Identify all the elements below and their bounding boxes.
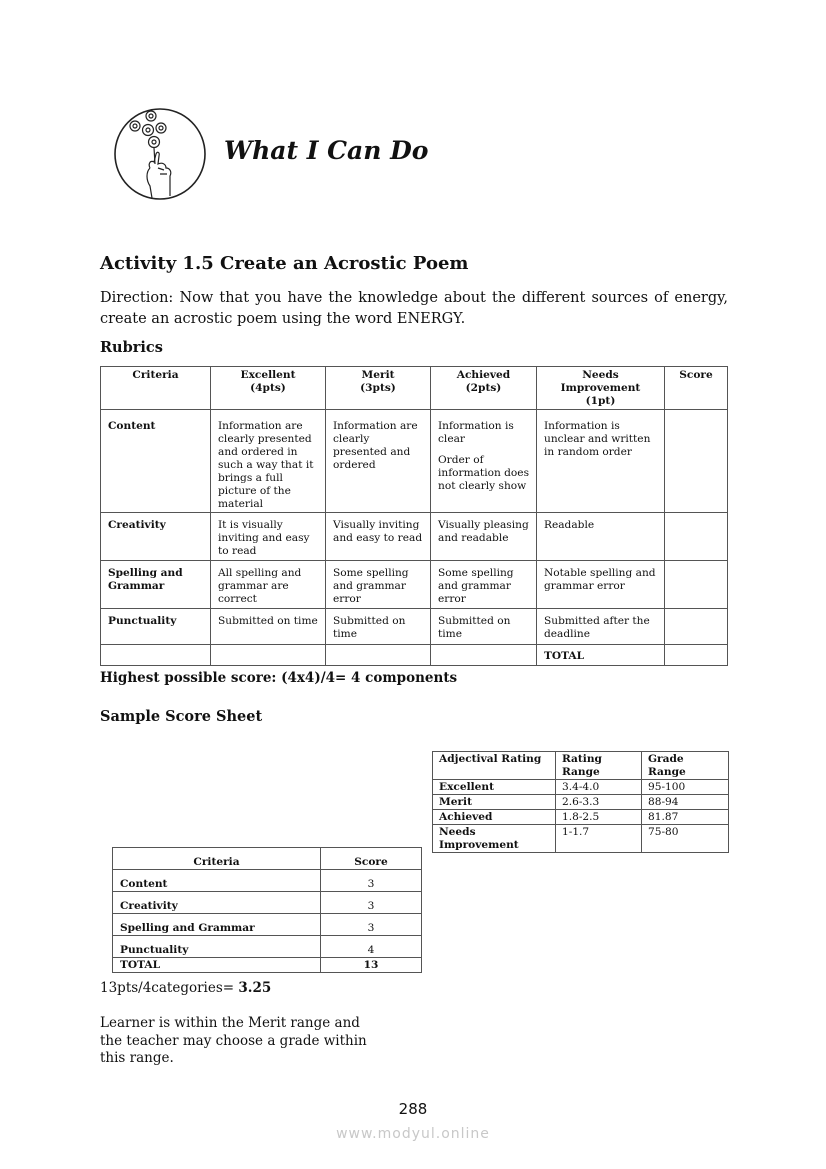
table-row xyxy=(113,870,422,892)
rubric-needs: Information is unclear and written in random order xyxy=(537,410,665,513)
rating-label: Merit xyxy=(433,795,556,810)
rating-table xyxy=(432,751,729,853)
sample-heading: Sample Score Sheet xyxy=(100,708,263,725)
rubrics-col-excellent: Excellent (4pts) xyxy=(211,367,326,410)
rubric-criteria: Punctuality xyxy=(101,609,211,645)
rubric-excellent: All spelling and grammar are correct xyxy=(211,561,326,609)
rating-range: 1.8-2.5 xyxy=(556,810,642,825)
rating-header-row xyxy=(433,752,729,780)
watermark: www.modyul.online xyxy=(336,1126,490,1142)
rating-col-range: Rating Range xyxy=(556,752,642,780)
rating-range: 2.6-3.3 xyxy=(556,795,642,810)
score-total-label: TOTAL xyxy=(113,958,321,973)
rubrics-col-criteria: Criteria xyxy=(101,367,211,410)
score-total-row xyxy=(113,958,422,973)
score-computation xyxy=(100,980,271,996)
score-header-row xyxy=(113,848,422,870)
rubrics-col-needs: Needs Improvement (1pt) xyxy=(537,367,665,410)
rating-col-adjectival: Adjectival Rating xyxy=(433,752,556,780)
score-col-criteria: Criteria xyxy=(113,848,321,870)
empty-cell xyxy=(101,645,211,666)
hand-gears-icon xyxy=(112,106,208,206)
rubrics-header-row xyxy=(101,367,728,410)
rubric-excellent: Submitted on time xyxy=(211,609,326,645)
rubric-excellent: It is visually inviting and easy to read xyxy=(211,513,326,561)
rubric-achieved: Visually pleasing and readable xyxy=(431,513,537,561)
table-row xyxy=(113,936,422,958)
activity-title: Activity 1.5 Create an Acrostic Poem xyxy=(100,253,469,274)
rubric-score xyxy=(665,410,728,513)
score-criteria: Spelling and Grammar xyxy=(113,914,321,936)
rubric-score xyxy=(665,561,728,609)
rubrics-total-label: TOTAL xyxy=(537,645,665,666)
rating-col-grade: Grade Range xyxy=(642,752,729,780)
computation-result: 3.25 xyxy=(238,980,272,996)
grade-range: 95-100 xyxy=(642,780,729,795)
rubrics-total-row xyxy=(101,645,728,666)
score-value: 3 xyxy=(321,892,422,914)
rubric-merit: Some spelling and grammar error xyxy=(326,561,431,609)
score-table xyxy=(112,847,422,973)
empty-cell xyxy=(431,645,537,666)
table-row xyxy=(113,914,422,936)
empty-cell xyxy=(211,645,326,666)
rubric-needs: Notable spelling and grammar error xyxy=(537,561,665,609)
rubrics-col-score: Score xyxy=(665,367,728,410)
score-value: 4 xyxy=(321,936,422,958)
rubric-needs: Readable xyxy=(537,513,665,561)
empty-cell xyxy=(326,645,431,666)
rubrics-heading: Rubrics xyxy=(100,339,163,356)
rubric-achieved: Submitted on time xyxy=(431,609,537,645)
activity-direction: Direction: Now that you have the knowledge about the different sources of energy, create an acrostic poem using the word ENERGY. xyxy=(100,290,728,327)
rubric-achieved: Some spelling and grammar error xyxy=(431,561,537,609)
score-criteria: Punctuality xyxy=(113,936,321,958)
score-criteria: Content xyxy=(113,870,321,892)
rubric-score xyxy=(665,609,728,645)
score-col-score: Score xyxy=(321,848,422,870)
table-row xyxy=(101,410,728,513)
rating-label: Needs Improvement xyxy=(433,825,556,853)
score-total-value: 13 xyxy=(321,958,422,973)
page-number: 288 xyxy=(398,1100,428,1118)
table-row xyxy=(433,810,729,825)
rating-range: 3.4-4.0 xyxy=(556,780,642,795)
rubric-score xyxy=(665,513,728,561)
score-value: 3 xyxy=(321,914,422,936)
grade-range: 75-80 xyxy=(642,825,729,853)
rubric-criteria: Spelling and Grammar xyxy=(101,561,211,609)
table-row xyxy=(101,561,728,609)
rubrics-col-merit: Merit (3pts) xyxy=(326,367,431,410)
highest-score-note: Highest possible score: (4x4)/4= 4 components xyxy=(100,670,458,686)
rating-label: Excellent xyxy=(433,780,556,795)
table-row xyxy=(113,892,422,914)
table-row xyxy=(101,609,728,645)
rubric-achieved: Information is clear Order of information does not clearly show xyxy=(431,410,537,513)
rating-range: 1-1.7 xyxy=(556,825,642,853)
computation-text: 13pts/4categories= xyxy=(100,980,239,996)
grade-range: 81.87 xyxy=(642,810,729,825)
rubrics-col-achieved: Achieved (2pts) xyxy=(431,367,537,410)
table-row xyxy=(433,825,729,853)
score-criteria: Creativity xyxy=(113,892,321,914)
rubric-merit: Submitted on time xyxy=(326,609,431,645)
rubric-criteria: Creativity xyxy=(101,513,211,561)
grade-range: 88-94 xyxy=(642,795,729,810)
table-row xyxy=(433,780,729,795)
rubric-needs: Submitted after the deadline xyxy=(537,609,665,645)
learner-note: Learner is within the Merit range and the teacher may choose a grade within this range. xyxy=(100,1015,367,1066)
rubric-merit: Visually inviting and easy to read xyxy=(326,513,431,561)
rubric-excellent: Information are clearly presented and ordered in such a way that it brings a full picture of the material xyxy=(211,410,326,513)
page-title: What I Can Do xyxy=(224,136,429,165)
rating-label: Achieved xyxy=(433,810,556,825)
table-row xyxy=(433,795,729,810)
table-row xyxy=(101,513,728,561)
rubric-criteria: Content xyxy=(101,410,211,513)
rubric-merit: Information are clearly presented and ordered xyxy=(326,410,431,513)
rubrics-table xyxy=(100,366,728,666)
score-value: 3 xyxy=(321,870,422,892)
rubrics-total-score xyxy=(665,645,728,666)
